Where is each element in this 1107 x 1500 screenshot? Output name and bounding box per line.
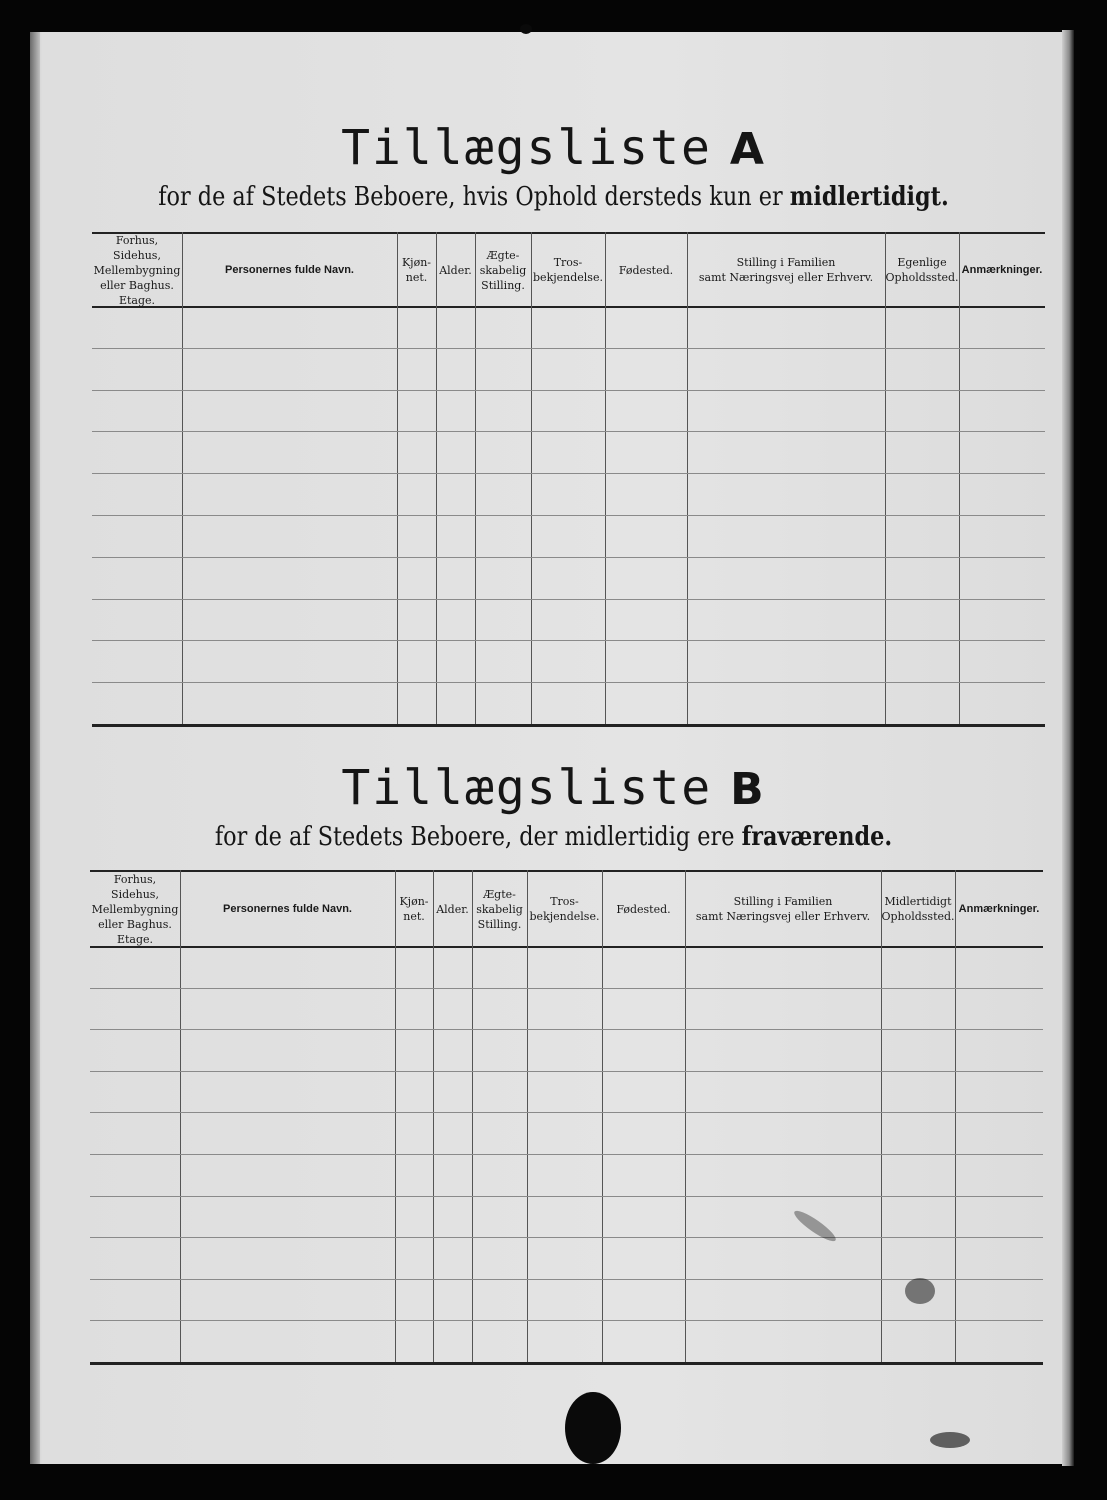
ink-blot (565, 1392, 621, 1464)
row-rule (90, 1154, 1043, 1155)
list-b-title-text: Tillægsliste (341, 760, 713, 816)
row-rule (92, 557, 1045, 558)
row-rule (90, 988, 1043, 989)
column-header: Stilling i Familien samt Næringsvej eller Erhverv. (695, 895, 871, 923)
column-header: Fødested. (618, 263, 674, 277)
column-header: Anmærkninger. (961, 263, 1043, 276)
page-edge (1062, 30, 1074, 1466)
column-header: Alder. (436, 902, 469, 916)
list-a-title (0, 120, 1107, 176)
column-header: Tros- bekjendelse. (533, 256, 603, 284)
column-header: Midlertidigt Opholdssted. (881, 895, 955, 923)
header-bottom-rule (90, 946, 1043, 948)
list-a-letter: A (729, 124, 766, 175)
list-b-subtitle-emphasis: fraværende. (741, 822, 893, 852)
row-rule (90, 1237, 1043, 1238)
list-b-subtitle-text: for de af Stedets Beboere, der midlertidig ere (214, 822, 735, 852)
column-header: Forhus, Sidehus, Mellembygning eller Baghus. Etage. (93, 233, 181, 307)
row-rule (90, 1279, 1043, 1280)
table-bottom-rule (92, 724, 1045, 727)
row-rule (92, 682, 1045, 683)
row-rule (92, 640, 1045, 641)
list-a-subtitle (77, 182, 1029, 212)
table-bottom-rule (90, 1362, 1043, 1365)
row-rule (90, 1071, 1043, 1072)
list-a-title-text: Tillægsliste (341, 120, 712, 176)
column-header: Ægte- skabelig Stilling. (479, 248, 527, 292)
column-header: Alder. (439, 263, 472, 277)
column-header: Egenlige Opholdssted. (885, 256, 959, 284)
list-b-title (0, 760, 1107, 816)
row-rule (92, 390, 1045, 391)
row-rule (90, 1029, 1043, 1030)
column-header: Ægte- skabelig Stilling. (476, 887, 523, 931)
row-rule (92, 599, 1045, 600)
column-header: Kjøn- net. (401, 256, 432, 284)
row-rule (92, 515, 1045, 516)
column-header: Kjøn- net. (399, 895, 429, 923)
header-bottom-rule (92, 306, 1045, 308)
page-binding-shadow (30, 32, 40, 1464)
row-rule (92, 473, 1045, 474)
column-header: Tros- bekjendelse. (529, 895, 600, 923)
row-rule (90, 1112, 1043, 1113)
column-header: Personernes fulde Navn. (225, 263, 354, 276)
row-rule (90, 1196, 1043, 1197)
row-rule (92, 431, 1045, 432)
column-header: Personernes fulde Navn. (223, 902, 352, 915)
ink-dot (520, 24, 532, 34)
list-b-subtitle (77, 822, 1029, 852)
column-header: Anmærkninger. (958, 902, 1040, 915)
row-rule (90, 1320, 1043, 1321)
list-a-subtitle-text: for de af Stedets Beboere, hvis Ophold dersteds kun er (158, 182, 783, 212)
row-rule (92, 348, 1045, 349)
column-header: Fødested. (616, 902, 671, 916)
ink-smudge (905, 1278, 935, 1304)
list-a-subtitle-emphasis: midlertidigt. (789, 182, 949, 212)
list-b-letter: B (730, 764, 766, 815)
column-header: Forhus, Sidehus, Mellembygning eller Baghus. Etage. (91, 872, 179, 946)
column-header: Stilling i Familien samt Næringsvej eller Erhverv. (698, 256, 874, 284)
ink-smudge (930, 1432, 970, 1448)
